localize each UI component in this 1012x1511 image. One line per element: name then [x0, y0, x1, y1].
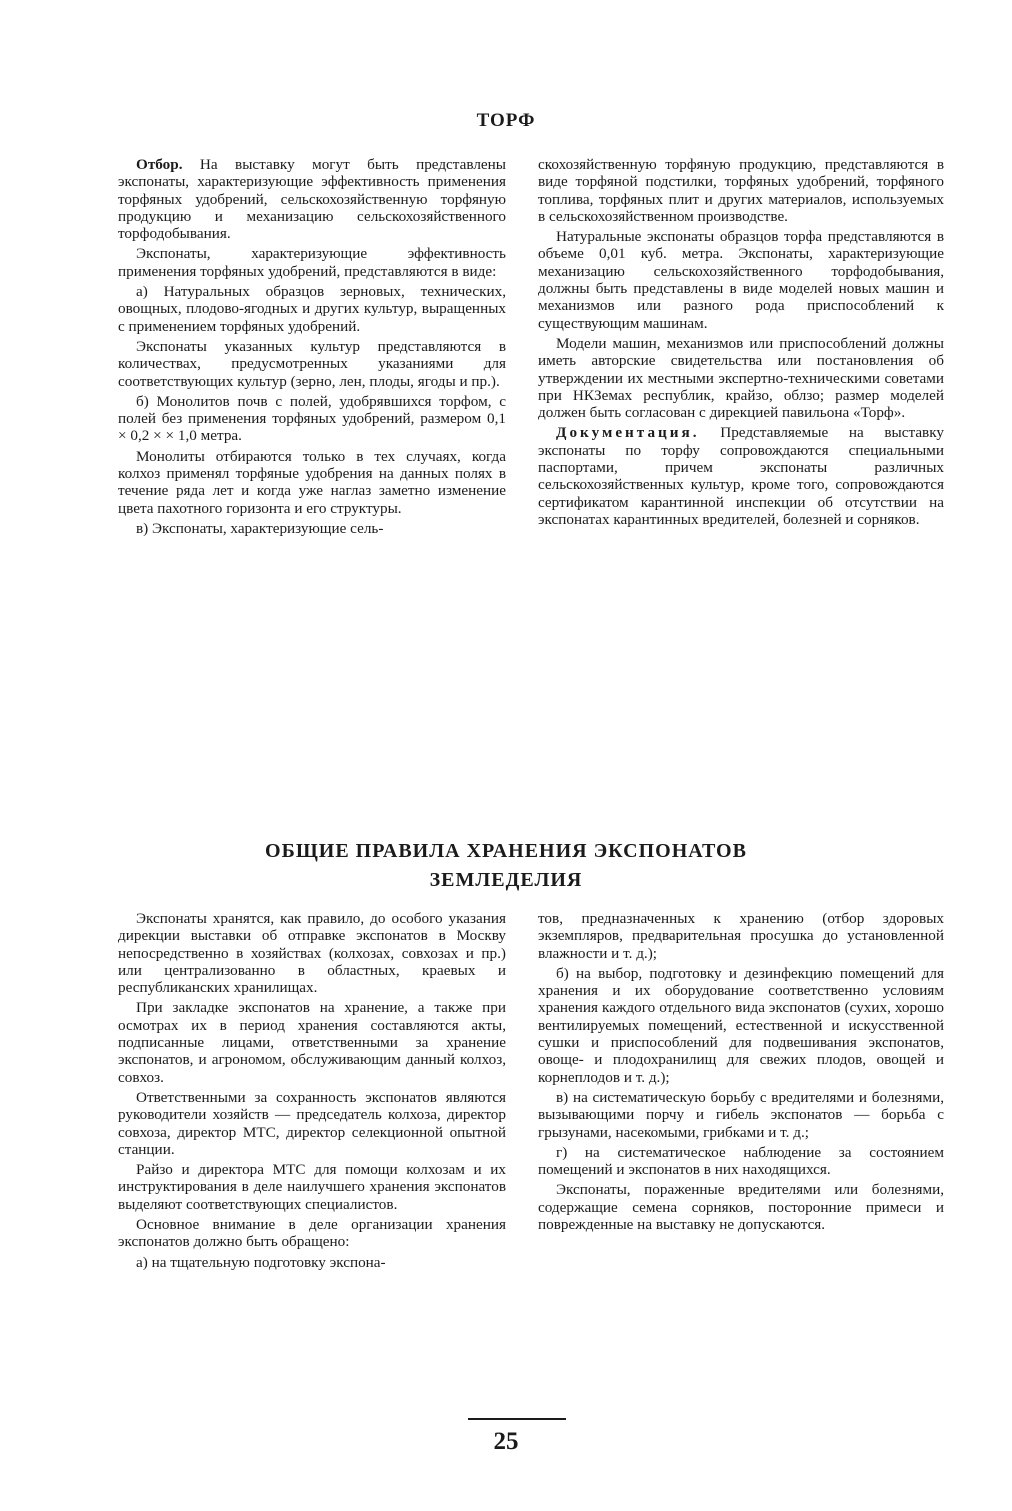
section-title-torf: ТОРФ: [476, 110, 536, 131]
paragraph: [538, 424, 944, 528]
paragraph-text: Экспонаты хранятся, как правило, до особого указания дирекции выставки об отправке экспонатов в Москву непосредственно в хозяйствах (колхозах, совхозах и пр.) или централизованно в областных, краевых и республиканских хранилищах.: [118, 910, 506, 997]
section-title-storage: ОБЩИЕ ПРАВИЛА ХРАНЕНИЯ ЭКСПОНАТОВ: [265, 840, 747, 862]
paragraph-text: скохозяйственную торфяную продукцию, представляются в виде торфяной подстилки, торфяных удобрений, торфяного топлива, торфяных плит и других материалов, используемых в сельскохозяйственном производстве.: [538, 156, 944, 225]
paragraph: [118, 283, 506, 335]
paragraph-text: тов, предназначенных к хранению (отбор здоровых экземпляров, предварительная просушка до установленной влажности и т. д.);: [538, 910, 944, 962]
paragraph-text: Натуральные экспонаты образцов торфа представляются в объеме 0,01 куб. метра. Экспонаты, характеризующие механизацию сельскохозяйственного торфодобывания, должны быть представлены в виде моделей новых машин и механизмов или разного рода приспособлений к существующим машинам.: [538, 228, 944, 332]
section2-left-column: [118, 910, 506, 1274]
paragraph-lead: Документация.: [556, 424, 700, 442]
paragraph: [118, 999, 506, 1085]
paragraph-lead: Отбор.: [136, 156, 183, 173]
paragraph-text: б) Монолитов почв с полей, удобрявшихся торфом, с полей без применения торфяных удобрений, размером 0,1 × 0,2 × × 1,0 метра.: [118, 392, 506, 445]
paragraph-text: Представляемые на выставку экспонаты по торфу сопровождаются специальными паспортами, причем экспонаты различных сельскохозяйственных культур, кроме того, сопровождаются сертификатом карантинной инспекции об отсутствии на экспонатах карантинных вредителей, болезней и сорняков.: [538, 424, 944, 528]
paragraph: [118, 245, 506, 280]
paragraph-text: Экспонаты, пораженные вредителями или болезнями, содержащие семена сорняков, посторонние примеси и поврежденные на выставку не допускаются.: [538, 1181, 944, 1234]
paragraph: [118, 1216, 506, 1251]
paragraph-text: в) на систематическую борьбу с вредителями и болезнями, вызывающими порчу и гибель экспонатов — борьба с грызунами, насекомыми, грибками и т. д.;: [538, 1088, 944, 1141]
paragraph: [118, 1254, 506, 1271]
paragraph: [538, 156, 944, 225]
paragraph-text: в) Экспонаты, характеризующие сель-: [136, 519, 384, 537]
section1-left-column: [118, 156, 506, 540]
page-number: 25: [493, 1428, 519, 1455]
paragraph: [538, 228, 944, 332]
paragraph: [118, 448, 506, 517]
paragraph: [118, 910, 506, 996]
paragraph-text: Основное внимание в деле организации хранения экспонатов должно быть обращено:: [118, 1216, 506, 1251]
paragraph-text: На выставку могут быть представлены экспонаты, характеризующие эффективность применения торфяных удобрений, сельскохозяйственную торфяную продукцию и механизацию сельскохозяйственного торфодобывания.: [118, 156, 506, 243]
paragraph-text: Монолиты отбираются только в тех случаях, когда колхоз применял торфяные удобрения на данных полях в течение ряда лет и когда уже наглаз заметно изменение цвета пахотного горизонта и его структуры.: [118, 447, 506, 517]
paragraph: [118, 338, 506, 390]
footer-divider: [468, 1418, 566, 1420]
paragraph: [118, 393, 506, 445]
paragraph-text: Экспонаты, характеризующие эффективность применения торфяных удобрений, представляются в виде:: [118, 245, 506, 280]
paragraph: [538, 965, 944, 1086]
paragraph-text: При закладке экспонатов на хранение, а также при осмотрах их в период хранения составляются акты, подписанные лицами, ответственными за хранение экспонатов, и агрономом, обслуживающим данный колхоз, совхоз.: [118, 999, 506, 1086]
paragraph: [538, 1144, 944, 1179]
section1-right-column: [538, 156, 944, 531]
paragraph: [118, 1161, 506, 1213]
paragraph: [538, 1089, 944, 1141]
paragraph: [538, 335, 944, 421]
paragraph-text: а) Натуральных образцов зерновых, технических, овощных, плодово-ягодных и других культур, выращенных с применением торфяных удобрений.: [118, 283, 506, 335]
paragraph-text: Райзо и директора МТС для помощи колхозам и их инструктирования в деле наилучшего хранения экспонатов выделяют соответствующих специалистов.: [118, 1161, 506, 1213]
section2-right-column: [538, 910, 944, 1236]
paragraph: [118, 520, 506, 537]
paragraph-text: г) на систематическое наблюдение за состоянием помещений и экспонатов в них находящихся.: [538, 1143, 944, 1179]
paragraph: [538, 1181, 944, 1233]
paragraph: [538, 910, 944, 962]
paragraph: [118, 156, 506, 242]
paragraph: [118, 1089, 506, 1158]
paragraph-text: Экспонаты указанных культур представляются в количествах, предусмотренных указаниями для соответствующих культур (зерно, лен, плоды, ягоды и пр.).: [118, 337, 506, 390]
paragraph-text: б) на выбор, подготовку и дезинфекцию помещений для хранения и их оборудование соответственно условиям хранения каждого отдельного вида экспонатов (сухих, хорошо вентилируемых помещений, естественной и искусственной сушки и приспособлений для подвешивания экспонатов, овоще- и плодохранилищ для свежих плодов, овощей и корнеплодов и т. д.);: [538, 964, 944, 1086]
paragraph-text: Модели машин, механизмов или приспособлений должны иметь авторские свидетельства или постановления об утверждении их местными экспертно-техническими советами при НКЗемах республик, крайзо, облзо; размер моделей должен быть согласован с дирекцией павильона «Торф».: [538, 334, 944, 422]
paragraph-text: а) на тщательную подготовку экспона-: [136, 1253, 386, 1271]
section-subtitle-storage: ЗЕМЛЕДЕЛИЯ: [429, 869, 583, 891]
paragraph-text: Ответственными за сохранность экспонатов являются руководители хозяйств — председатель колхоза, директор совхоза, директор МТС, директор селекционной опытной станции.: [118, 1088, 506, 1158]
